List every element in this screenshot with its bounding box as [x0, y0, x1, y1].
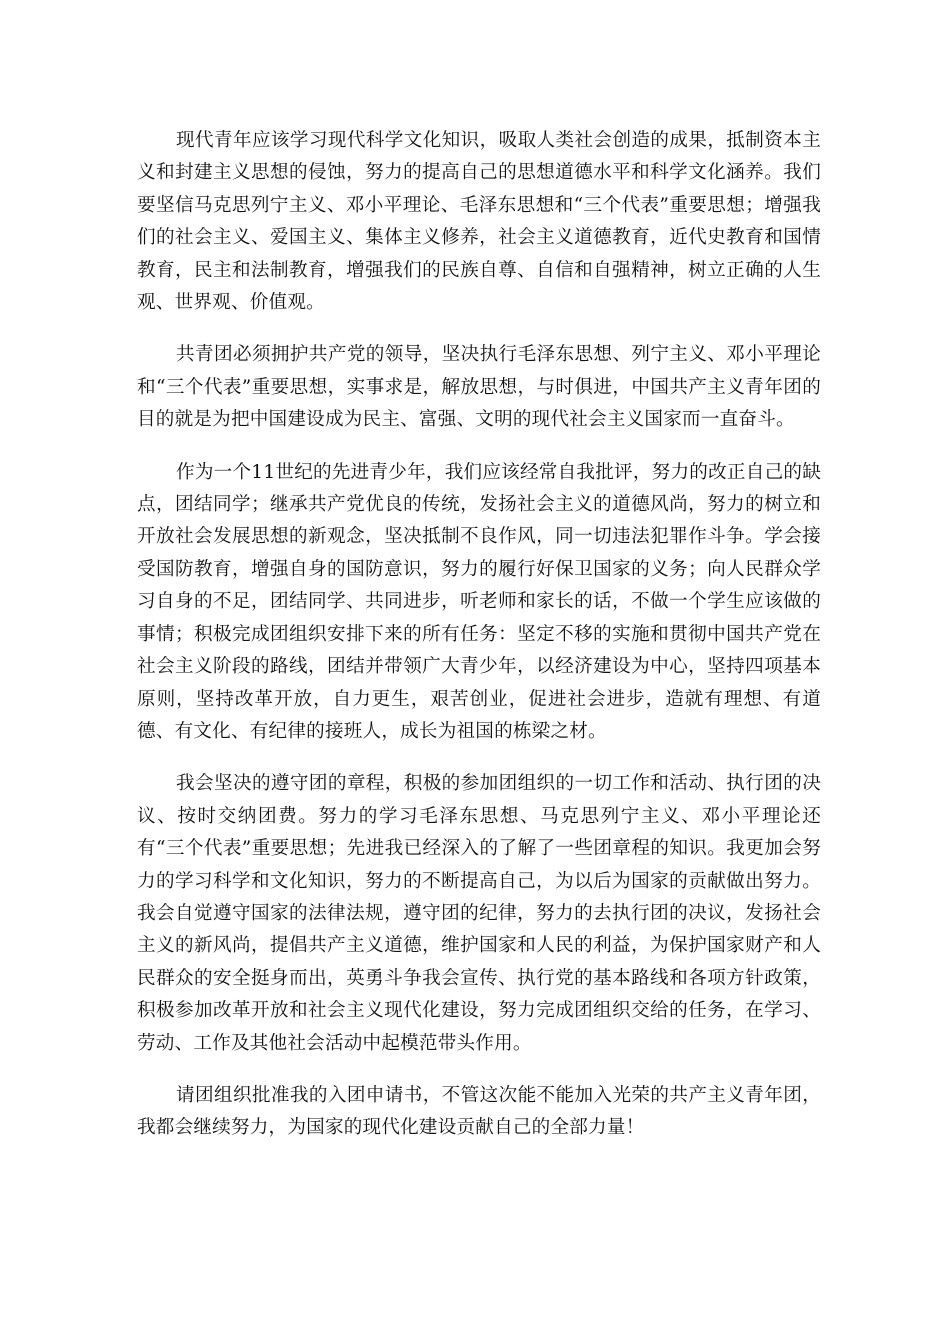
paragraph-5: 请团组织批准我的入团申请书，不管这次能不能加入光荣的共产主义青年团，我都会继续努力，为国家的现代化建设贡献自己的全部力量！ — [137, 1084, 821, 1139]
paragraph-2: 共青团必须拥护共产党的领导，坚决执行毛泽东思想、列宁主义、邓小平理论和“三个代表”重要思想，实事求是，解放思想，与时俱进，中国共产主义青年团的目的就是为把中国建设成为民主、富强、文明的现代社会主义国家而一直奋斗。 — [137, 344, 821, 431]
document-body — [137, 125, 821, 1145]
paragraph-4: 我会坚决的遵守团的章程，积极的参加团组织的一切工作和活动、执行团的决议、按时交纳团费。努力的学习毛泽东思想、马克思列宁主义、邓小平理论还有“三个代表”重要思想；先进我已经深入的了解了一些团章程的知识。我更加会努力的学习科学和文化知识，努力的不断提高自己，为以后为国家的贡献做出努力。我会自觉遵守国家的法律法规，遵守团的纪律，努力的去执行团的决议，发扬社会主义的新风尚，提倡共产主义道德，维护国家和人民的利益，为保护国家财产和人民群众的安全挺身而出，英勇斗争我会宣传、执行党的基本路线和各项方针政策，积极参加改革开放和社会主义现代化建设，努力完成团组织交给的任务，在学习、劳动、工作及其他社会活动中起模范带头作用。 — [137, 773, 821, 1054]
paragraph-3: 作为一个11世纪的先进青少年，我们应该经常自我批评，努力的改正自己的缺点，团结同学；继承共产党优良的传统，发扬社会主义的道德风尚，努力的树立和开放社会发展思想的新观念，坚决抵制不良作风，同一切违法犯罪作斗争。学会接受国防教育，增强自身的国防意识，努力的履行好保卫国家的义务；向人民群众学习自身的不足，团结同学、共同进步，听老师和家长的话，不做一个学生应该做的事情；积极完成团组织安排下来的所有任务：坚定不移的实施和贯彻中国共产党在社会主义阶段的路线，团结并带领广大青少年，以经济建设为中心，坚持四项基本原则，坚持改革开放，自力更生，艰苦创业，促进社会进步，造就有理想、有道德、有文化、有纪律的接班人，成长为祖国的栋梁之材。 — [137, 461, 821, 742]
paragraph-1: 现代青年应该学习现代科学文化知识，吸取人类社会创造的成果，抵制资本主义和封建主义思想的侵蚀，努力的提高自己的思想道德水平和科学文化涵养。我们要坚信马克思列宁主义、邓小平理论、毛泽东思想和“三个代表”重要思想；增强我们的社会主义、爱国主义、集体主义修养，社会主义道德教育，近代史教育和国情教育，民主和法制教育，增强我们的民族自尊、自信和自强精神，树立正确的人生观、世界观、价值观。 — [137, 130, 821, 314]
